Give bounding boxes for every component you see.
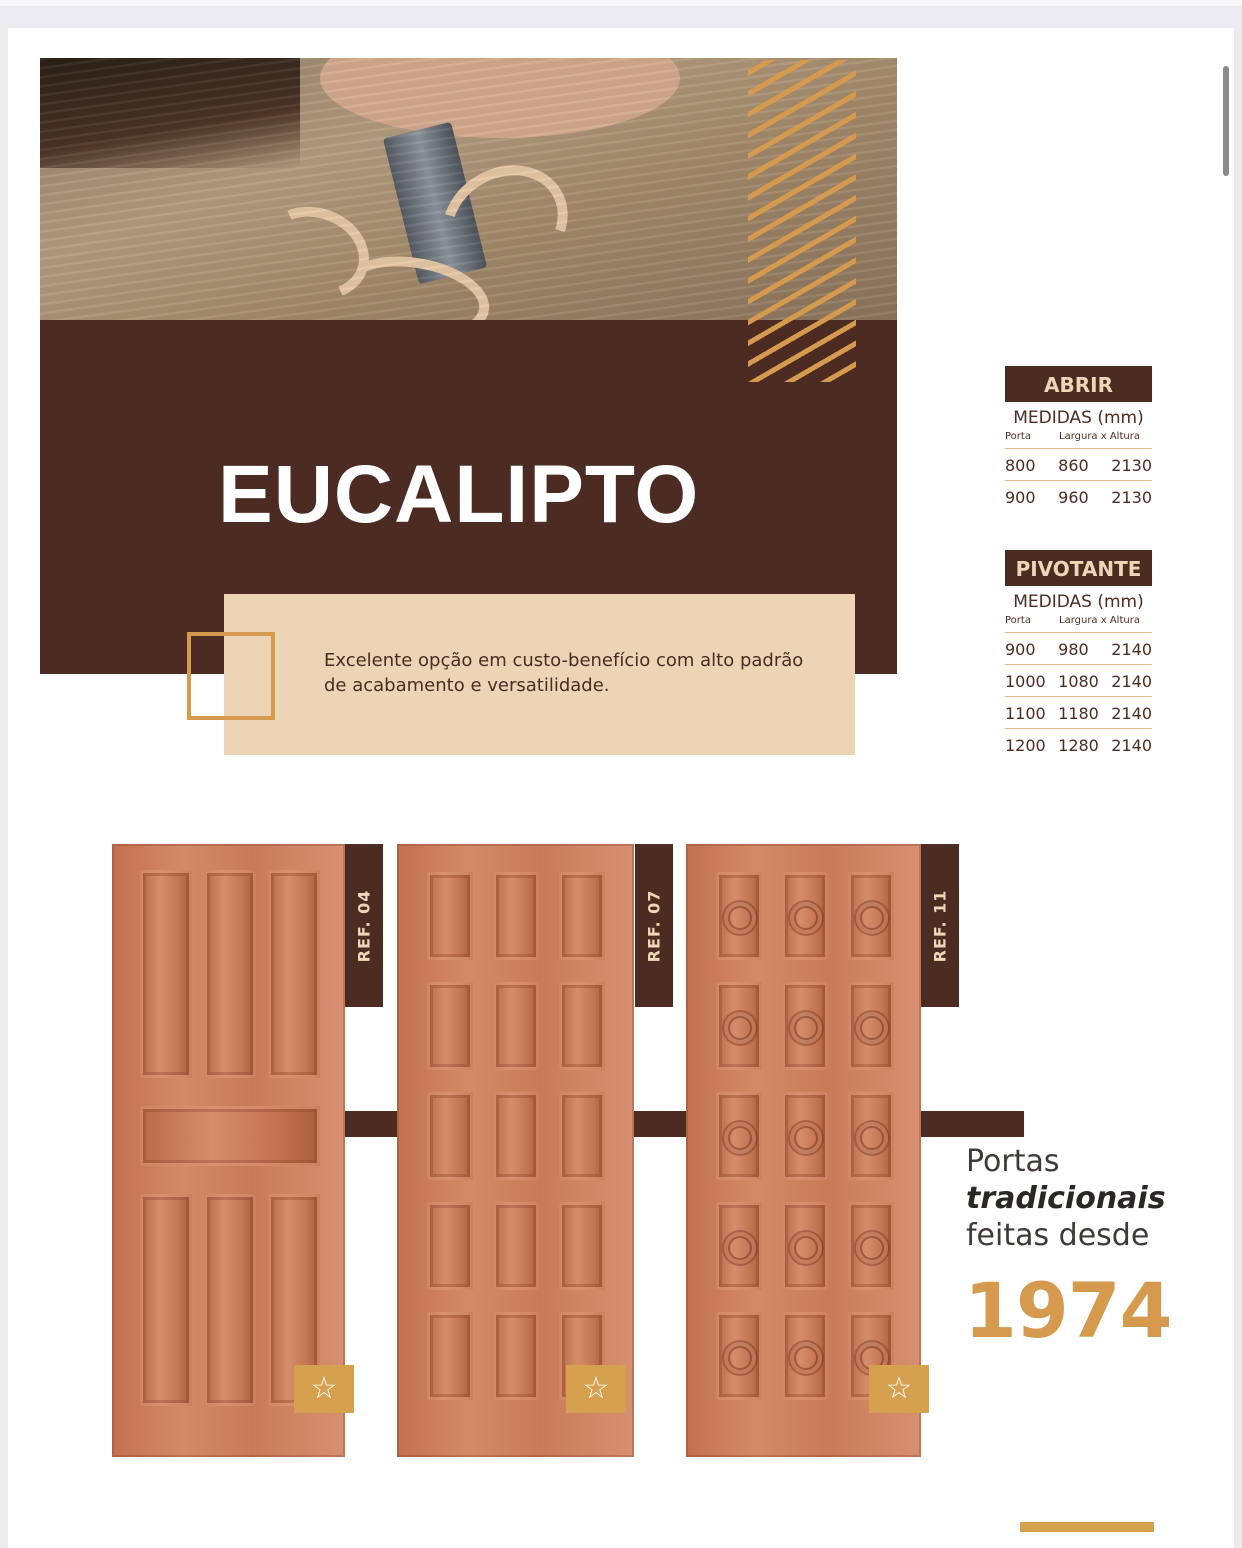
- rosette-carving: [728, 1016, 752, 1040]
- tagline-year: 1974: [964, 1266, 1172, 1355]
- door-panel: [782, 1092, 828, 1180]
- door-panel: [140, 1194, 192, 1406]
- outline-square-decoration: [187, 632, 275, 720]
- column-dimensions: Largura x Altura: [1059, 615, 1140, 626]
- column-porta: Porta: [1005, 615, 1031, 626]
- table-row: 1000 1080 2140: [1005, 665, 1152, 697]
- table-row: 900 980 2140: [1005, 633, 1152, 665]
- door-panel: [716, 982, 762, 1070]
- column-dimensions: Largura x Altura: [1059, 431, 1140, 442]
- spec-table-columns: [1005, 615, 1152, 633]
- rosette-carving: [860, 1126, 884, 1150]
- diagonal-stripes-decoration: [748, 60, 856, 382]
- door-panel: [716, 1202, 762, 1290]
- door-panel: [493, 1312, 539, 1400]
- table-row: 1200 1280 2140: [1005, 736, 1152, 755]
- tagline-line-2: tradicionais: [966, 1181, 1166, 1216]
- door-panel: [782, 872, 828, 960]
- door-panel: [716, 1092, 762, 1180]
- ref-tag: REF. 07: [635, 844, 673, 1007]
- rosette-carving: [794, 1236, 818, 1260]
- door-panel: [559, 1202, 605, 1290]
- door-panel: [204, 870, 256, 1078]
- product-title: EUCALIPTO: [218, 449, 700, 540]
- door-panel: [140, 870, 192, 1078]
- table-row: 800 860 2130: [1005, 449, 1152, 481]
- spec-table-title: ABRIR: [1005, 366, 1152, 402]
- door-panel: [559, 982, 605, 1070]
- door-panel: [782, 1202, 828, 1290]
- rosette-carving: [794, 1126, 818, 1150]
- door-panel: [493, 1202, 539, 1290]
- rosette-carving: [728, 1236, 752, 1260]
- spec-table-subtitle: MEDIDAS (mm): [1013, 408, 1144, 428]
- star-icon: ☆: [294, 1365, 354, 1413]
- bottom-accent-bar: [1020, 1522, 1154, 1532]
- top-bar: [0, 0, 1242, 6]
- rosette-carving: [860, 1236, 884, 1260]
- spec-table-subtitle: MEDIDAS (mm): [1013, 592, 1144, 612]
- door-panel: [848, 1202, 894, 1290]
- spec-table-pivotante: [1005, 550, 1152, 760]
- door-panel: [782, 982, 828, 1070]
- table-row: 1100 1180 2140: [1005, 697, 1152, 729]
- spec-table-columns: [1005, 431, 1152, 449]
- door-panel: [848, 872, 894, 960]
- star-icon: ☆: [869, 1365, 929, 1413]
- door-panel: [848, 982, 894, 1070]
- tagline-line-1: Portas: [966, 1144, 1060, 1179]
- door-panel: [716, 872, 762, 960]
- rosette-carving: [794, 1016, 818, 1040]
- rosette-carving: [728, 906, 752, 930]
- door-panel: [427, 1202, 473, 1290]
- door-panel: [140, 1106, 320, 1166]
- door-panel: [493, 1092, 539, 1180]
- product-description: Excelente opção em custo-benefício com alto padrão de acabamento e versatilidade.: [324, 650, 804, 696]
- rosette-carving: [860, 1016, 884, 1040]
- tagline-line-3: feitas desde: [966, 1218, 1150, 1253]
- door-panel: [268, 870, 320, 1078]
- table-row: 900 960 2130: [1005, 488, 1152, 507]
- ref-tag: REF. 04: [345, 844, 383, 1007]
- door-panel: [204, 1194, 256, 1406]
- rosette-carving: [794, 1346, 818, 1370]
- door-panel: [782, 1312, 828, 1400]
- rosette-carving: [728, 1126, 752, 1150]
- door-panel: [427, 1312, 473, 1400]
- door-panel: [848, 1092, 894, 1180]
- rosette-carving: [794, 906, 818, 930]
- catalog-page: [8, 28, 1234, 1548]
- star-icon: ☆: [566, 1365, 626, 1413]
- scrollbar-thumb[interactable]: [1223, 66, 1229, 176]
- door-panel: [427, 982, 473, 1070]
- door-panel: [493, 872, 539, 960]
- door-panel: [559, 1092, 605, 1180]
- spec-table-abrir: [1005, 366, 1152, 512]
- rosette-carving: [728, 1346, 752, 1370]
- door-panel: [493, 982, 539, 1070]
- column-porta: Porta: [1005, 431, 1031, 442]
- door-panel: [716, 1312, 762, 1400]
- rosette-carving: [860, 906, 884, 930]
- door-panel: [427, 1092, 473, 1180]
- spec-table-title: PIVOTANTE: [1005, 550, 1152, 586]
- ref-tag: REF. 11: [921, 844, 959, 1007]
- door-panel: [559, 872, 605, 960]
- door-panel: [427, 872, 473, 960]
